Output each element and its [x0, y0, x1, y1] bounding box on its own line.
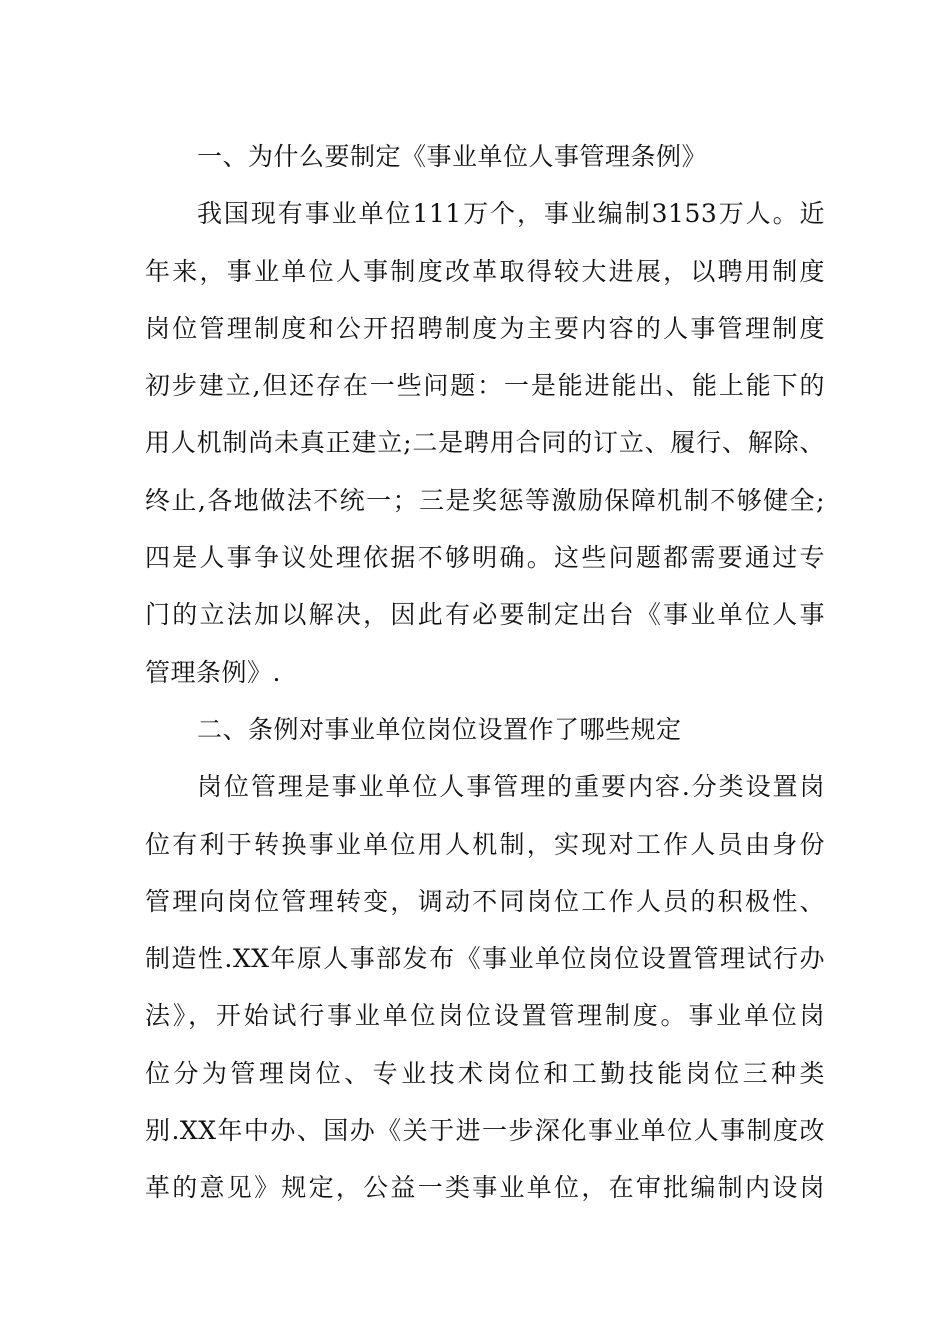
paragraph-line: 位有利于转换事业单位用人机制，实现对工作人员由身份	[145, 829, 825, 859]
paragraph-1	[145, 185, 825, 701]
paragraph-line: 我国现有事业单位111万个，事业编制3153万人。近	[197, 199, 825, 229]
paragraph-line: 岗位管理制度和公开招聘制度为主要内容的人事管理制度	[145, 313, 825, 343]
paragraph-line: 革的意见》规定，公益一类事业单位，在审批编制内设岗	[145, 1173, 825, 1203]
section-heading-2: 二、条例对事业单位岗位设置作了哪些规定	[197, 714, 682, 744]
paragraph-line: 门的立法加以解决，因此有必要制定出台《事业单位人事	[145, 600, 825, 630]
paragraph-line: 管理条例》.	[145, 657, 281, 687]
paragraph-line: 终止,各地做法不统一；三是奖惩等激励保障机制不够健全;	[145, 485, 825, 515]
paragraph-line: 岗位管理是事业单位人事管理的重要内容.分类设置岗	[197, 772, 825, 802]
paragraph-line: 位分为管理岗位、专业技术岗位和工勤技能岗位三种类	[145, 1058, 825, 1088]
document-body	[145, 128, 825, 1217]
paragraph-line: 四是人事争议处理依据不够明确。这些问题都需要通过专	[145, 543, 825, 573]
paragraph-line: 制造性.XX年原人事部发布《事业单位岗位设置管理试行办	[145, 944, 825, 974]
paragraph-line: 别.XX年中办、国办《关于进一步深化事业单位人事制度改	[145, 1116, 825, 1146]
paragraph-line: 初步建立,但还存在一些问题：一是能进能出、能上能下的	[145, 371, 825, 401]
section-heading-1: 一、为什么要制定《事业单位人事管理条例》	[197, 142, 708, 171]
paragraph-2	[145, 758, 825, 1216]
paragraph-line: 管理向岗位管理转变，调动不同岗位工作人员的积极性、	[145, 886, 825, 916]
paragraph-line: 年来，事业单位人事制度改革取得较大进展，以聘用制度	[145, 256, 825, 286]
paragraph-line: 用人机制尚未真正建立;二是聘用合同的订立、履行、解除、	[145, 428, 825, 458]
paragraph-line: 法》，开始试行事业单位岗位设置管理制度。事业单位岗	[145, 1001, 825, 1031]
